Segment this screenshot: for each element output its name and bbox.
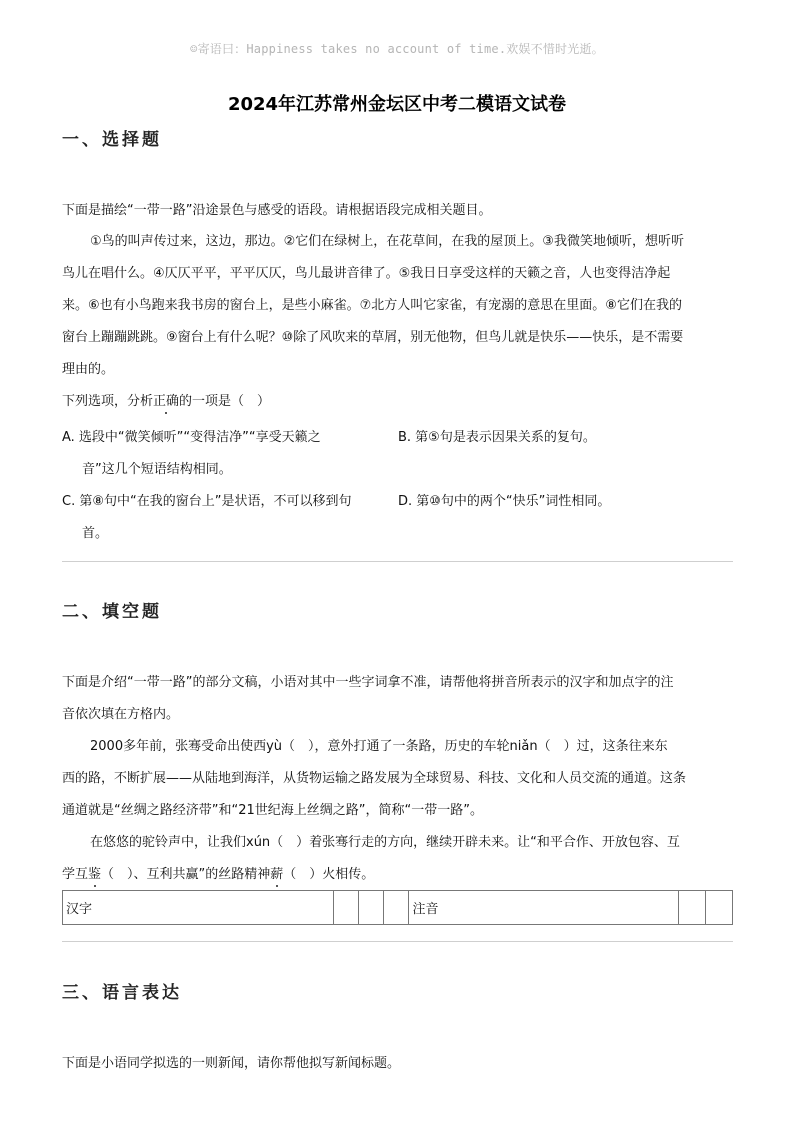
question-stem: [62, 392, 270, 412]
option-a[interactable]: A. 选段中“微笑倾听”“变得洁净”“享受天籁之: [62, 430, 321, 445]
option-c[interactable]: C. 第⑧句中“在我的窗台上”是状语，不可以移到句: [62, 494, 352, 509]
emphasis-dotted-word: 正确: [153, 394, 180, 409]
passage-line: ①鸟的叫声传过来，这边，那边。②它们在绿树上，在花草间，在我的屋顶上。③我微笑地倾听，想听听: [90, 234, 684, 249]
section3-intro: 下面是小语同学拟选的一则新闻，请你帮他拟写新闻标题。: [62, 1056, 401, 1071]
section2-intro: 下面是介绍“一带一路”的部分文稿，小语对其中一些字词拿不准，请帮他将拼音所表示的汉字和加点字的注: [62, 675, 674, 690]
answer-label-hanzi: 汉字: [63, 891, 334, 925]
article-line: 西的路，不断扩展——从陆地到海洋，从货物运输之路发展为全球贸易、科技、文化和人员交流的通道。这条: [62, 771, 687, 786]
passage-line: 鸟儿在唱什么。④仄仄平平，平平仄仄，鸟儿最讲音律了。⑤我日日享受这样的天籁之音，人也变得洁净起: [62, 266, 671, 281]
section-heading-expression: 三、语言表达: [62, 983, 182, 1003]
article-line: 在悠悠的驼铃声中，让我们xún（ ）着张骞行走的方向，继续开辟未来。让“和平合作、开放包容、互: [90, 835, 680, 850]
motto-header: ☺寄语曰：Happiness takes no account of time.欢娱不惜时光逝。: [190, 42, 604, 56]
question-suffix: 的一项是（ ）: [179, 394, 271, 409]
article-text: （ ）火相传。: [283, 867, 375, 882]
option-d[interactable]: D. 第⑩句中的两个“快乐”词性相同。: [398, 494, 611, 509]
section-divider: [62, 941, 733, 942]
section-heading-fill-blank: 二、填空题: [62, 602, 162, 622]
article-text: 学互: [62, 867, 89, 882]
question-prefix: 下列选项，分析: [62, 394, 154, 409]
passage-line: 来。⑥也有小鸟跑来我书房的窗台上，是些小麻雀。⑦北方人叫它家雀，有宠溺的意思在里面。⑧它们在我的: [62, 298, 682, 313]
answer-box[interactable]: [384, 891, 409, 925]
section2-intro: 音依次填在方格内。: [62, 707, 180, 722]
passage-line: 窗台上蹦蹦跳跳。⑨窗台上有什么呢？⑩除了风吹来的草屑，别无他物，但鸟儿就是快乐——快乐，是不需要: [62, 330, 684, 345]
option-c-continued: 首。: [82, 526, 109, 541]
answer-box[interactable]: [678, 891, 705, 925]
article-text: （ ）、互利共赢”的丝路精神: [101, 867, 271, 882]
passage-line: 理由的。: [62, 362, 115, 377]
answer-box[interactable]: [705, 891, 732, 925]
answer-box[interactable]: [334, 891, 359, 925]
article-line: 通道就是“丝绸之路经济带”和“21世纪海上丝绸之路”，简称“一带一路”。: [62, 803, 483, 818]
section1-intro: 下面是描绘“一带一路”沿途景色与感受的语段。请根据语段完成相关题目。: [62, 203, 492, 218]
dotted-char-xin: 薪: [270, 867, 284, 882]
dotted-char-jian: 鉴: [88, 867, 102, 882]
section-heading-choice: 一、选择题: [62, 130, 162, 150]
answer-grid: [62, 890, 733, 925]
document-title: 2024年江苏常州金坛区中考二模语文试卷: [227, 94, 567, 115]
answer-box[interactable]: [359, 891, 384, 925]
option-b[interactable]: B. 第⑤句是表示因果关系的复句。: [398, 430, 596, 445]
section-divider: [62, 561, 733, 562]
article-line: [62, 865, 374, 885]
answer-label-pinyin: 注音: [409, 891, 678, 925]
option-a-continued: 音”这几个短语结构相同。: [82, 462, 232, 477]
article-line: 2000多年前，张骞受命出使西yù（ ），意外打通了一条路，历史的车轮niǎn（ ）过，这条往来东: [90, 739, 668, 754]
